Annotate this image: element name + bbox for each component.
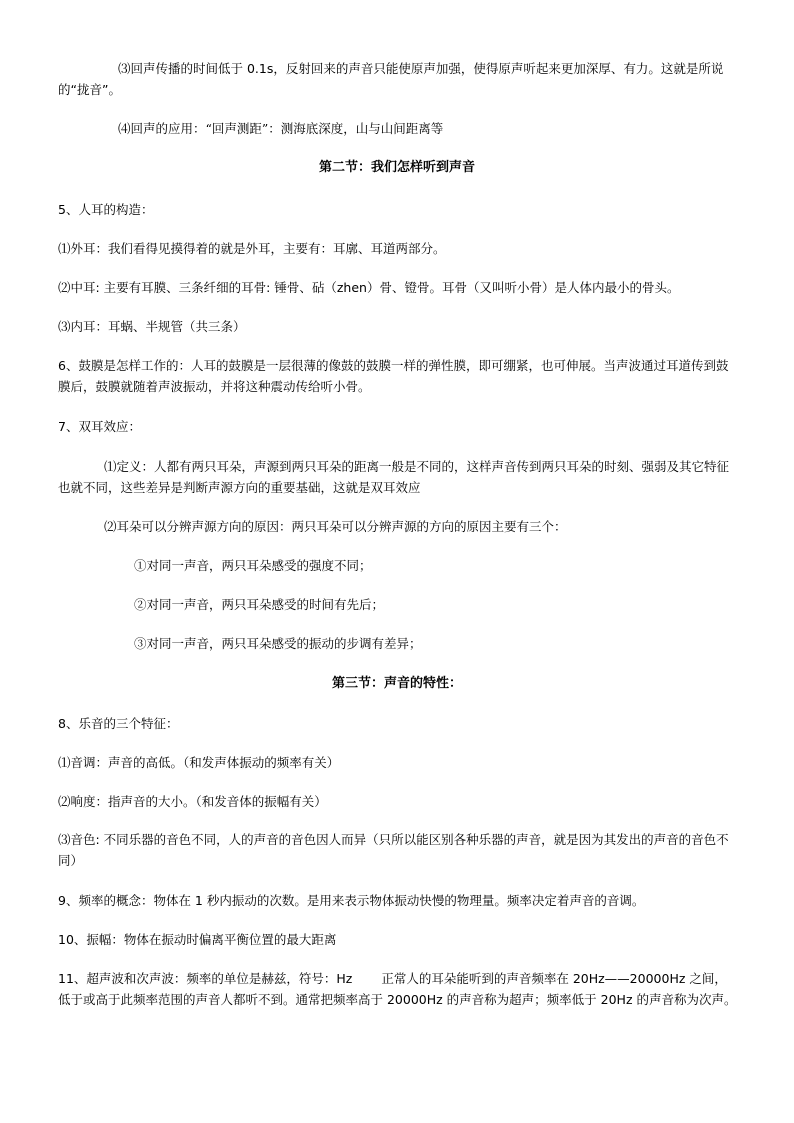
paragraph-ear-structure: 5、人耳的构造： (58, 202, 154, 217)
paragraph-frequency: 9、频率的概念：物体在 1 秒内振动的次数。是用来表示物体振动快慢的物理量。频率决定着声音的音调。 (58, 893, 645, 908)
paragraph-binaural-effect: 7、双耳效应： (58, 419, 141, 434)
paragraph-ultrasound-infrasound: 11、超声波和次声波：频率的单位是赫兹，符号：Hz 正常人的耳朵能听到的声音频率在 20Hz——20000Hz 之间，低于或高于此频率范围的声音人都听不到。通常把频率高于 20000Hz 的声音称为超声；频率低于 20Hz 的声音称为次声。 (58, 971, 737, 1007)
paragraph-echo-reinforcement: ⑶回声传播的时间低于 0.1s，反射回来的声音只能使原声加强，使得原声听起来更加深厚、有力。这就是所说的“拢音”。 (58, 61, 724, 97)
paragraph-direction-reason: ⑵耳朵可以分辨声源方向的原因：两只耳朵可以分辨声源的方向的原因主要有三个： (104, 519, 567, 534)
list-item-timing: ②对同一声音，两只耳朵感受的时间有先后； (134, 597, 385, 612)
paragraph-eardrum: 6、鼓膜是怎样工作的：人耳的鼓膜是一层很薄的像鼓的鼓膜一样的弹性膜，即可绷紧，也可伸展。当声波通过耳道传到鼓膜后，鼓膜就随着声波振动，并将这种震动传给听小骨。 (58, 358, 729, 394)
list-item-intensity: ①对同一声音，两只耳朵感受的强度不同； (134, 558, 372, 573)
paragraph-pitch: ⑴音调：声音的高低。（和发声体振动的频率有关） (58, 755, 340, 770)
paragraph-middle-ear: ⑵中耳: 主要有耳膜、三条纤细的耳骨: 锤骨、砧（zhen）骨、镫骨。耳骨（又叫听小骨）是人体内最小的骨头。 (58, 280, 680, 295)
paragraph-echo-application: ⑷回声的应用：“回声测距”：测海底深度，山与山间距离等 (118, 121, 444, 136)
section-heading-3: 第三节：声音的特性： (331, 676, 462, 691)
paragraph-timbre: ⑶音色: 不同乐器的音色不同，人的声音的音色因人而异（只所以能区别各种乐器的声音，就是因为其发出的声音的音色不同） (58, 832, 729, 868)
paragraph-binaural-definition: ⑴定义：人都有两只耳朵，声源到两只耳朵的距离一般是不同的，这样声音传到两只耳朵的时刻、强弱及其它特征也就不同，这些差异是判断声源方向的重要基础，这就是双耳效应 (58, 459, 730, 495)
section-heading-2: 第二节：我们怎样听到声音 (318, 160, 475, 175)
paragraph-amplitude: 10、振幅：物体在振动时偏离平衡位置的最大距离 (58, 932, 337, 947)
paragraph-inner-ear: ⑶内耳：耳蜗、半规管（共三条） (58, 319, 246, 334)
paragraph-outer-ear: ⑴外耳：我们看得见摸得着的就是外耳，主要有：耳廓、耳道两部分。 (58, 241, 446, 256)
paragraph-loudness: ⑵响度：指声音的大小。（和发音体的振幅有关） (58, 794, 327, 809)
paragraph-musical-tone-features: 8、乐音的三个特征： (58, 716, 179, 731)
list-item-phase: ③对同一声音，两只耳朵感受的振动的步调有差异； (134, 636, 422, 651)
